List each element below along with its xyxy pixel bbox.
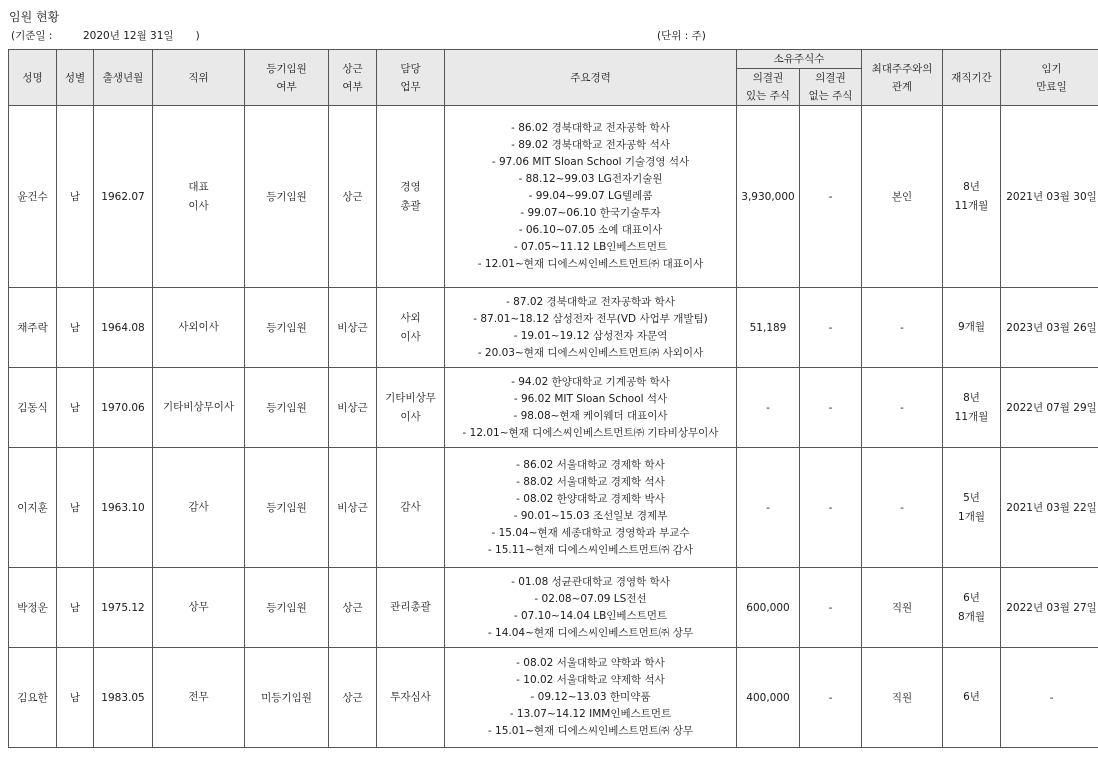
cell-gender: 남 — [57, 368, 94, 448]
cell-fulltime: 비상근 — [329, 448, 377, 568]
cell-career-line: - 07.05~11.12 LB인베스트먼트 — [513, 241, 668, 253]
cell-career-line: - 96.02 MIT Sloan School 석사 — [513, 392, 668, 405]
cell-career-line: - 87.01~18.12 삼성전자 전무(VD 사업부 개발팀) — [473, 312, 708, 325]
cell-duty — [377, 106, 445, 288]
cell-name: 이지훈 — [9, 448, 57, 568]
cell-nonvoting-shares: - — [800, 106, 862, 288]
cell-voting-shares: 600,000 — [737, 568, 800, 648]
cell-career-line: - 08.02 한양대학교 경제학 박사 — [516, 492, 665, 505]
cell-career-line: - 12.01~현재 디에스씨인베스트먼트㈜ 기타비상무이사 — [462, 426, 719, 439]
cell-gender: 남 — [57, 648, 94, 748]
cell-relation: 직원 — [862, 568, 943, 648]
header-duty: 담당 업무 — [377, 50, 445, 106]
cell-nonvoting-shares: - — [800, 648, 862, 748]
header-tenure: 재직기간 — [943, 50, 1001, 106]
header-gender: 성별 — [57, 50, 94, 106]
table-row — [9, 106, 1098, 288]
cell-career-line: - 19.01~19.12 삼성전자 자문역 — [513, 329, 668, 342]
cell-position-line: 전무 — [188, 691, 209, 703]
cell-name: 채주락 — [9, 288, 57, 368]
header-birth: 출생년월 — [94, 50, 153, 106]
cell-position — [153, 448, 245, 568]
cell-career-line: - 88.02 서울대학교 경제학 석사 — [516, 475, 665, 488]
cell-career-line: - 20.03~현재 디에스씨인베스트먼트㈜ 사외이사 — [477, 346, 704, 359]
cell-position — [153, 288, 245, 368]
cell-position-line: 감사 — [188, 501, 209, 513]
cell-tenure-line: 5년 — [963, 491, 980, 504]
cell-position-line: 이사 — [188, 199, 209, 212]
cell-voting-shares: 3,930,000 — [737, 106, 800, 288]
cell-registered: 등기임원 — [245, 568, 329, 648]
cell-tenure-line: 6년 — [963, 591, 980, 604]
cell-career — [445, 568, 737, 648]
cell-duty-line: 총괄 — [400, 199, 421, 212]
cell-career-line: - 99.04~99.07 LG텔레콤 — [528, 190, 653, 202]
cell-career-line: - 90.01~15.03 조선일보 경제부 — [513, 509, 668, 522]
cell-duty — [377, 288, 445, 368]
cell-position-line: 상무 — [188, 601, 209, 613]
cell-career-line: - 15.04~현재 세종대학교 경영학과 부교수 — [491, 526, 690, 539]
cell-career — [445, 368, 737, 448]
header-fulltime: 상근 여부 — [329, 50, 377, 106]
cell-position — [153, 106, 245, 288]
unit-label: (단위 : 주) — [657, 30, 706, 42]
cell-voting-shares: - — [737, 368, 800, 448]
cell-registered: 등기임원 — [245, 368, 329, 448]
cell-career — [445, 106, 737, 288]
cell-position — [153, 568, 245, 648]
cell-duty-line: 이사 — [400, 410, 421, 423]
cell-duty-line: 이사 — [400, 330, 421, 343]
header-shares: 소유주식수 — [737, 50, 862, 69]
cell-name: 박정운 — [9, 568, 57, 648]
cell-duty-line: 기타비상무 — [385, 391, 436, 404]
cell-position-line: 대표 — [188, 180, 209, 193]
cell-tenure — [943, 568, 1001, 648]
cell-registered: 미등기임원 — [245, 648, 329, 748]
cell-fulltime: 비상근 — [329, 368, 377, 448]
cell-career-line: - 87.02 경북대학교 전자공학과 학사 — [506, 295, 675, 308]
cell-tenure-line: 9개월 — [958, 321, 985, 333]
cell-tenure — [943, 288, 1001, 368]
cell-term-end: - — [1001, 648, 1098, 748]
cell-tenure-line: 8년 — [963, 391, 980, 404]
cell-career-line: - 09.12~13.03 한미약품 — [530, 691, 651, 703]
cell-tenure — [943, 648, 1001, 748]
cell-relation: 직원 — [862, 648, 943, 748]
cell-position — [153, 368, 245, 448]
cell-term-end: 2023년 03월 26일 — [1001, 288, 1098, 368]
header-career: 주요경력 — [445, 50, 737, 106]
cell-nonvoting-shares: - — [800, 288, 862, 368]
cell-position-line: 기타비상무이사 — [162, 401, 234, 413]
cell-registered: 등기임원 — [245, 288, 329, 368]
cell-career-line: - 07.10~14.04 LB인베스트먼트 — [513, 609, 668, 622]
cell-duty — [377, 568, 445, 648]
cell-career-line: - 99.07~06.10 한국기술투자 — [520, 207, 661, 219]
cell-birth: 1975.12 — [94, 568, 153, 648]
cell-name: 김동식 — [9, 368, 57, 448]
cell-career-line: - 06.10~07.05 소예 대표이사 — [518, 224, 663, 236]
cell-career-line: - 13.07~14.12 IMM인베스트먼트 — [509, 708, 672, 720]
cell-tenure-line: 11개월 — [954, 199, 989, 212]
header-name: 성명 — [9, 50, 57, 106]
cell-career — [445, 448, 737, 568]
table-row — [9, 368, 1098, 448]
basis-label: (기준일 : — [11, 30, 53, 42]
cell-career-line: - 10.02 서울대학교 약제학 석사 — [516, 674, 665, 686]
cell-career-line: - 15.01~현재 디에스씨인베스트먼트㈜ 상무 — [487, 725, 694, 737]
cell-tenure — [943, 448, 1001, 568]
cell-birth: 1983.05 — [94, 648, 153, 748]
cell-career-line: - 86.02 경북대학교 전자공학 학사 — [511, 122, 670, 134]
cell-career — [445, 648, 737, 748]
cell-duty-line: 사외 — [400, 311, 421, 324]
cell-relation: - — [862, 288, 943, 368]
page-title: 임원 현황 — [9, 10, 60, 24]
table-row — [9, 448, 1098, 568]
cell-career-line: - 12.01~현재 디에스씨인베스트먼트㈜ 대표이사 — [477, 258, 704, 270]
cell-position-line: 사외이사 — [178, 321, 219, 333]
cell-birth: 1970.06 — [94, 368, 153, 448]
cell-career-line: - 86.02 서울대학교 경제학 학사 — [516, 458, 665, 471]
cell-birth: 1962.07 — [94, 106, 153, 288]
cell-tenure — [943, 106, 1001, 288]
cell-duty — [377, 368, 445, 448]
cell-fulltime: 비상근 — [329, 288, 377, 368]
cell-birth: 1964.08 — [94, 288, 153, 368]
cell-voting-shares: 51,189 — [737, 288, 800, 368]
cell-name: 김요한 — [9, 648, 57, 748]
table-row — [9, 568, 1098, 648]
cell-duty-line: 경영 — [400, 180, 421, 193]
table-row — [9, 648, 1098, 748]
cell-term-end: 2021년 03월 30일 — [1001, 106, 1098, 288]
cell-gender: 남 — [57, 568, 94, 648]
cell-term-end: 2022년 03월 27일 — [1001, 568, 1098, 648]
cell-duty-line: 관리총괄 — [390, 601, 431, 613]
cell-gender: 남 — [57, 106, 94, 288]
cell-tenure-line: 1개월 — [958, 510, 985, 523]
cell-career-line: - 98.08~현재 케이웨더 대표이사 — [513, 409, 668, 422]
cell-career-line: - 01.08 성균관대학교 경영학 학사 — [511, 575, 670, 588]
cell-registered: 등기임원 — [245, 106, 329, 288]
header-voting-shares: 의결권 있는 주식 — [737, 69, 800, 106]
cell-term-end: 2021년 03월 22일 — [1001, 448, 1098, 568]
cell-tenure-line: 8개월 — [958, 610, 985, 623]
cell-voting-shares: - — [737, 448, 800, 568]
cell-nonvoting-shares: - — [800, 368, 862, 448]
cell-career-line: - 94.02 한양대학교 기계공학 학사 — [511, 375, 670, 388]
cell-duty — [377, 448, 445, 568]
cell-duty-line: 감사 — [400, 501, 421, 513]
header-term-end: 임기 만료일 — [1001, 50, 1098, 106]
cell-career-line: - 89.02 경북대학교 전자공학 석사 — [511, 139, 670, 151]
basis-date-line — [11, 28, 200, 43]
header-nonvoting-shares: 의결권 없는 주식 — [800, 69, 862, 106]
cell-position — [153, 648, 245, 748]
cell-nonvoting-shares: - — [800, 568, 862, 648]
cell-tenure-line: 8년 — [963, 180, 980, 193]
cell-career-line: - 15.11~현재 디에스씨인베스트먼트㈜ 감사 — [487, 543, 694, 556]
cell-career-line: - 88.12~99.03 LG전자기술원 — [518, 173, 663, 185]
cell-birth: 1963.10 — [94, 448, 153, 568]
cell-relation: 본인 — [862, 106, 943, 288]
cell-voting-shares: 400,000 — [737, 648, 800, 748]
cell-gender: 남 — [57, 288, 94, 368]
cell-career-line: - 02.08~07.09 LS전선 — [534, 592, 647, 605]
cell-career — [445, 288, 737, 368]
cell-registered: 등기임원 — [245, 448, 329, 568]
basis-date: 2020년 12월 31일 — [83, 30, 174, 42]
header-position: 직위 — [153, 50, 245, 106]
cell-term-end: 2022년 07월 29일 — [1001, 368, 1098, 448]
cell-nonvoting-shares: - — [800, 448, 862, 568]
cell-relation: - — [862, 368, 943, 448]
table-row — [9, 288, 1098, 368]
header-relation: 최대주주와의 관계 — [862, 50, 943, 106]
cell-tenure-line: 11개월 — [954, 410, 989, 423]
cell-career-line: - 08.02 서울대학교 약학과 학사 — [516, 657, 665, 669]
cell-name: 윤건수 — [9, 106, 57, 288]
cell-fulltime: 상근 — [329, 648, 377, 748]
cell-gender: 남 — [57, 448, 94, 568]
cell-duty-line: 투자심사 — [390, 691, 431, 703]
basis-close: ) — [195, 30, 200, 42]
cell-fulltime: 상근 — [329, 106, 377, 288]
cell-duty — [377, 648, 445, 748]
cell-career-line: - 14.04~현재 디에스씨인베스트먼트㈜ 상무 — [487, 626, 694, 639]
header-registered: 등기임원 여부 — [245, 50, 329, 106]
cell-tenure-line: 6년 — [963, 691, 980, 703]
cell-relation: - — [862, 448, 943, 568]
cell-tenure — [943, 368, 1001, 448]
executives-table — [8, 49, 1098, 748]
cell-career-line: - 97.06 MIT Sloan School 기술경영 석사 — [491, 156, 690, 168]
cell-fulltime: 상근 — [329, 568, 377, 648]
